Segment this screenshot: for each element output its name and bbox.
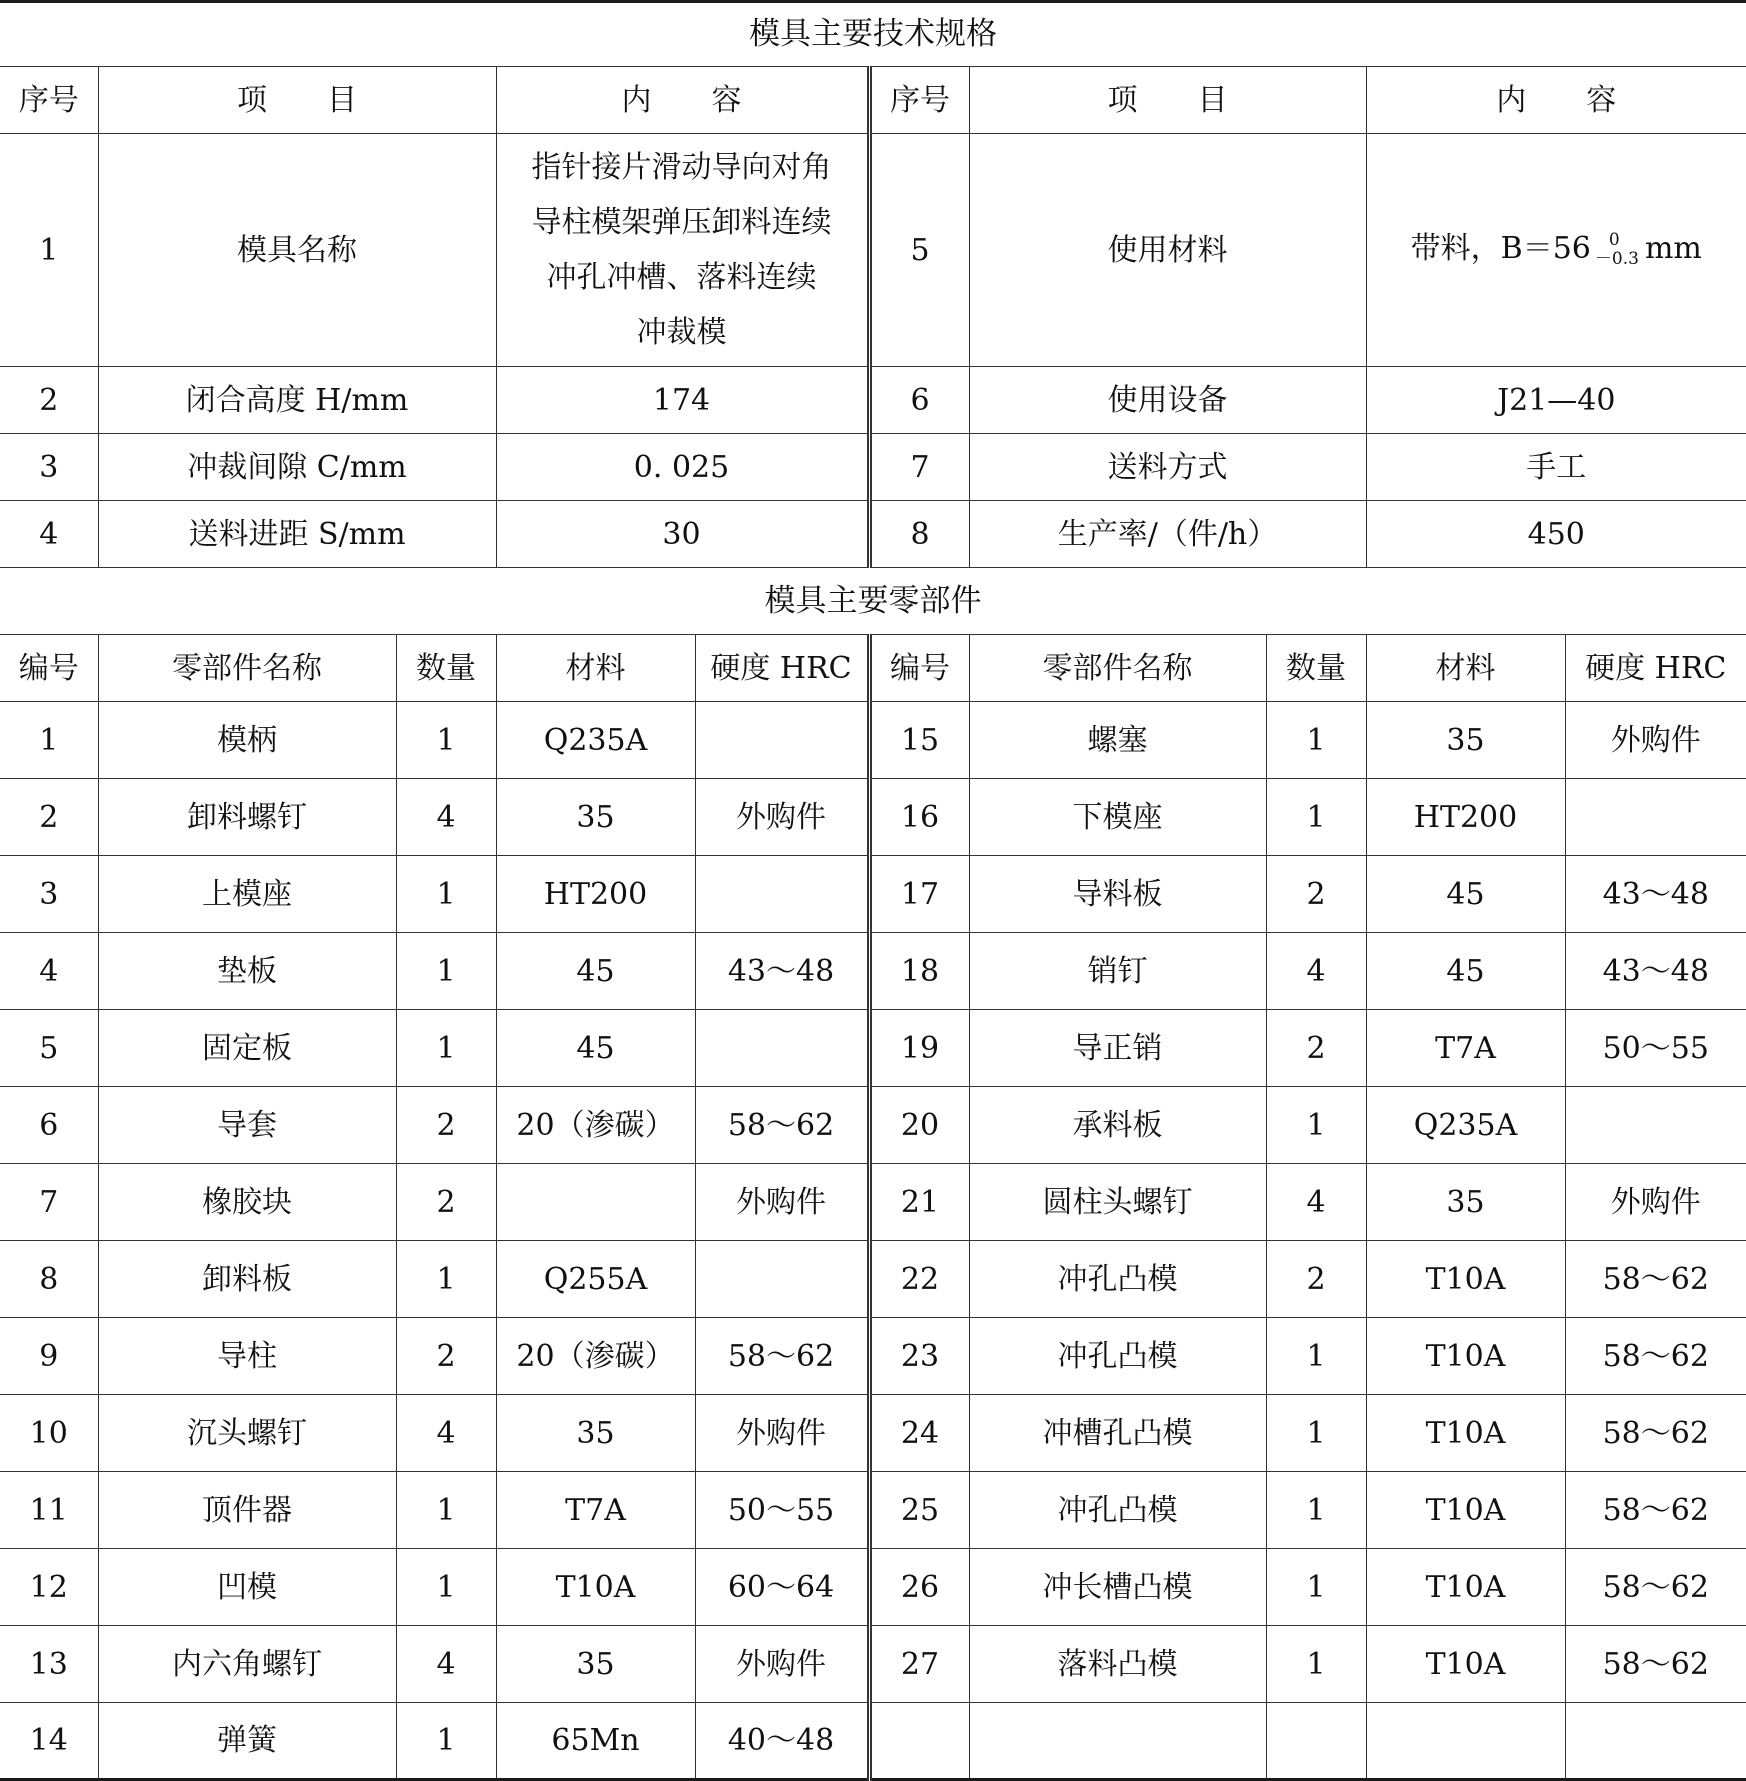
part-name: 冲孔凸模 — [969, 1318, 1266, 1395]
part-name: 凹模 — [98, 1549, 396, 1626]
spec-content: 手工 — [1366, 434, 1746, 501]
part-name: 冲长槽凸模 — [969, 1549, 1266, 1626]
part-qty: 1 — [396, 933, 496, 1010]
spec-row — [0, 434, 1746, 501]
part-name: 内六角螺钉 — [98, 1626, 396, 1703]
part-no: 11 — [0, 1472, 98, 1549]
part-material: T7A — [496, 1472, 695, 1549]
part-material: T7A — [1366, 1010, 1565, 1087]
part-material: HT200 — [1366, 779, 1565, 856]
spec-content: 0. 025 — [496, 434, 869, 501]
part-qty: 1 — [1266, 1549, 1366, 1626]
part-no — [869, 1703, 969, 1780]
part-qty: 1 — [1266, 1318, 1366, 1395]
part-name: 导正销 — [969, 1010, 1266, 1087]
part-hardness — [695, 1010, 869, 1087]
spec-no: 2 — [0, 367, 98, 434]
part-hardness — [1565, 1703, 1746, 1780]
parts-row — [0, 1626, 1746, 1703]
part-name: 固定板 — [98, 1010, 396, 1087]
part-qty: 1 — [396, 1241, 496, 1318]
part-hardness: 58～62 — [695, 1087, 869, 1164]
part-no: 7 — [0, 1164, 98, 1241]
spec-content-line: 指针接片滑动导向对角 — [531, 150, 832, 185]
part-qty: 2 — [1266, 1241, 1366, 1318]
part-no: 9 — [0, 1318, 98, 1395]
spec-item: 送料进距 S/mm — [98, 501, 496, 568]
parts-row — [0, 1703, 1746, 1780]
table-body — [0, 2, 1746, 1780]
parts-row — [0, 1241, 1746, 1318]
part-name: 垫板 — [98, 933, 396, 1010]
part-no: 4 — [0, 933, 98, 1010]
spec-no: 7 — [869, 434, 969, 501]
part-no: 10 — [0, 1395, 98, 1472]
spec-row — [0, 501, 1746, 568]
part-no: 13 — [0, 1626, 98, 1703]
parts-row — [0, 1087, 1746, 1164]
part-material: 45 — [1366, 856, 1565, 933]
parts-header-cell: 材料 — [1366, 635, 1565, 702]
parts-row — [0, 1549, 1746, 1626]
spec-header-cell: 内 容 — [1366, 67, 1746, 134]
spec-item: 冲裁间隙 C/mm — [98, 434, 496, 501]
parts-header-cell: 编号 — [0, 635, 98, 702]
parts-header-cell: 材料 — [496, 635, 695, 702]
part-name: 冲孔凸模 — [969, 1472, 1266, 1549]
part-no: 8 — [0, 1241, 98, 1318]
part-no: 5 — [0, 1010, 98, 1087]
parts-row — [0, 1472, 1746, 1549]
part-hardness: 外购件 — [1565, 702, 1746, 779]
section-title-row — [0, 2, 1746, 67]
part-hardness — [695, 856, 869, 933]
part-hardness: 外购件 — [695, 1626, 869, 1703]
part-name: 销钉 — [969, 933, 1266, 1010]
part-name: 橡胶块 — [98, 1164, 396, 1241]
spec-item: 闭合高度 H/mm — [98, 367, 496, 434]
parts-header-row — [0, 635, 1746, 702]
part-qty: 1 — [1266, 1087, 1366, 1164]
part-name — [969, 1703, 1266, 1780]
spec-row — [0, 367, 1746, 434]
part-name: 沉头螺钉 — [98, 1395, 396, 1472]
parts-header-cell: 硬度 HRC — [1565, 635, 1746, 702]
parts-header-cell: 零部件名称 — [98, 635, 396, 702]
part-material: Q235A — [496, 702, 695, 779]
part-qty: 1 — [396, 1703, 496, 1780]
part-material: 35 — [496, 1395, 695, 1472]
spec-content-line: 冲裁模 — [636, 315, 727, 350]
material-width-text: 带料，B＝56 — [1410, 231, 1591, 266]
parts-header-cell: 数量 — [396, 635, 496, 702]
spec-header-cell: 项 目 — [98, 67, 496, 134]
section-title-row — [0, 568, 1746, 635]
spec-no: 1 — [0, 134, 98, 367]
part-name: 导柱 — [98, 1318, 396, 1395]
part-no: 25 — [869, 1472, 969, 1549]
part-material: T10A — [1366, 1626, 1565, 1703]
part-name: 顶件器 — [98, 1472, 396, 1549]
part-no: 18 — [869, 933, 969, 1010]
tolerance-lower: －0.3 — [1594, 249, 1639, 269]
part-hardness: 58～62 — [1565, 1549, 1746, 1626]
part-material — [496, 1164, 695, 1241]
part-no: 2 — [0, 779, 98, 856]
part-hardness — [695, 702, 869, 779]
part-hardness: 50～55 — [695, 1472, 869, 1549]
part-hardness: 43～48 — [1565, 856, 1746, 933]
spec-header-cell: 项 目 — [969, 67, 1366, 134]
part-name: 冲槽孔凸模 — [969, 1395, 1266, 1472]
spec-no: 6 — [869, 367, 969, 434]
part-no: 14 — [0, 1703, 98, 1780]
spec-item: 送料方式 — [969, 434, 1366, 501]
part-material: 45 — [496, 933, 695, 1010]
parts-header-cell: 编号 — [869, 635, 969, 702]
part-hardness: 外购件 — [695, 1164, 869, 1241]
part-material: T10A — [496, 1549, 695, 1626]
part-hardness: 外购件 — [695, 1395, 869, 1472]
spec-header-cell: 序号 — [0, 67, 98, 134]
spec-header-row — [0, 67, 1746, 134]
spec-item: 生产率/（件/h） — [969, 501, 1366, 568]
parts-row — [0, 1010, 1746, 1087]
part-no: 6 — [0, 1087, 98, 1164]
part-hardness: 58～62 — [1565, 1472, 1746, 1549]
spec-no: 5 — [869, 134, 969, 367]
part-hardness — [695, 1241, 869, 1318]
tolerance-upper: 0 — [1608, 230, 1620, 250]
spec-content-line: 导柱模架弹压卸料连续 — [531, 205, 832, 240]
part-hardness: 40～48 — [695, 1703, 869, 1780]
part-name: 冲孔凸模 — [969, 1241, 1266, 1318]
part-name: 圆柱头螺钉 — [969, 1164, 1266, 1241]
part-name: 卸料螺钉 — [98, 779, 396, 856]
part-no: 16 — [869, 779, 969, 856]
part-material: T10A — [1366, 1318, 1565, 1395]
part-no: 20 — [869, 1087, 969, 1164]
part-material: 20（渗碳） — [496, 1318, 695, 1395]
part-material: 20（渗碳） — [496, 1087, 695, 1164]
spec-no: 8 — [869, 501, 969, 568]
part-hardness — [1565, 779, 1746, 856]
part-hardness: 58～62 — [1565, 1318, 1746, 1395]
part-qty: 2 — [396, 1318, 496, 1395]
part-qty: 4 — [396, 779, 496, 856]
part-no: 24 — [869, 1395, 969, 1472]
part-no: 1 — [0, 702, 98, 779]
spec-content: 174 — [496, 367, 869, 434]
part-no: 27 — [869, 1626, 969, 1703]
part-qty: 4 — [1266, 1164, 1366, 1241]
spec-row — [0, 134, 1746, 367]
part-no: 23 — [869, 1318, 969, 1395]
part-material: Q255A — [496, 1241, 695, 1318]
part-qty: 1 — [396, 702, 496, 779]
parts-header-cell: 零部件名称 — [969, 635, 1266, 702]
part-hardness: 60～64 — [695, 1549, 869, 1626]
part-material: T10A — [1366, 1241, 1565, 1318]
part-material: 65Mn — [496, 1703, 695, 1780]
part-qty: 1 — [396, 1472, 496, 1549]
part-qty: 4 — [396, 1626, 496, 1703]
spec-header-cell: 序号 — [869, 67, 969, 134]
parts-row — [0, 933, 1746, 1010]
part-name: 承料板 — [969, 1087, 1266, 1164]
part-material: T10A — [1366, 1549, 1565, 1626]
spec-content — [496, 134, 869, 367]
part-name: 落料凸模 — [969, 1626, 1266, 1703]
unit: mm — [1644, 231, 1702, 266]
spec-content: J21—40 — [1366, 367, 1746, 434]
spec-header-cell: 内 容 — [496, 67, 869, 134]
spec-content — [1366, 134, 1746, 367]
part-material: 35 — [496, 779, 695, 856]
part-material: HT200 — [496, 856, 695, 933]
part-name: 螺塞 — [969, 702, 1266, 779]
part-qty: 1 — [1266, 1395, 1366, 1472]
part-name: 导料板 — [969, 856, 1266, 933]
part-no: 17 — [869, 856, 969, 933]
part-no: 26 — [869, 1549, 969, 1626]
part-hardness: 外购件 — [695, 779, 869, 856]
spec-no: 4 — [0, 501, 98, 568]
part-qty: 1 — [1266, 1472, 1366, 1549]
part-qty: 2 — [396, 1087, 496, 1164]
part-hardness: 43～48 — [1565, 933, 1746, 1010]
part-name: 下模座 — [969, 779, 1266, 856]
part-qty: 1 — [1266, 702, 1366, 779]
part-hardness: 43～48 — [695, 933, 869, 1010]
spec-item: 使用设备 — [969, 367, 1366, 434]
part-name: 模柄 — [98, 702, 396, 779]
part-no: 21 — [869, 1164, 969, 1241]
spec-content: 30 — [496, 501, 869, 568]
part-no: 3 — [0, 856, 98, 933]
part-material: 45 — [496, 1010, 695, 1087]
part-qty: 1 — [1266, 1626, 1366, 1703]
part-qty: 4 — [396, 1395, 496, 1472]
part-material: 35 — [496, 1626, 695, 1703]
part-material: 35 — [1366, 702, 1565, 779]
part-hardness: 50～55 — [1565, 1010, 1746, 1087]
part-material — [1366, 1703, 1565, 1780]
part-name: 卸料板 — [98, 1241, 396, 1318]
part-name: 弹簧 — [98, 1703, 396, 1780]
parts-row — [0, 702, 1746, 779]
spec-item: 模具名称 — [98, 134, 496, 367]
parts-row — [0, 779, 1746, 856]
part-hardness: 58～62 — [695, 1318, 869, 1395]
part-material: T10A — [1366, 1395, 1565, 1472]
part-no: 12 — [0, 1549, 98, 1626]
part-hardness — [1565, 1087, 1746, 1164]
spec-section-title: 模具主要技术规格 — [0, 2, 1746, 67]
part-qty: 2 — [1266, 856, 1366, 933]
part-hardness: 外购件 — [1565, 1164, 1746, 1241]
part-qty — [1266, 1703, 1366, 1780]
part-qty: 2 — [396, 1164, 496, 1241]
part-qty: 1 — [396, 1549, 496, 1626]
parts-header-cell: 硬度 HRC — [695, 635, 869, 702]
part-hardness: 58～62 — [1565, 1241, 1746, 1318]
spec-no: 3 — [0, 434, 98, 501]
part-no: 15 — [869, 702, 969, 779]
parts-row — [0, 1395, 1746, 1472]
part-hardness: 58～62 — [1565, 1626, 1746, 1703]
part-qty: 2 — [1266, 1010, 1366, 1087]
part-material: 45 — [1366, 933, 1565, 1010]
parts-section-title: 模具主要零部件 — [0, 568, 1746, 635]
parts-row — [0, 1164, 1746, 1241]
part-material: T10A — [1366, 1472, 1565, 1549]
part-qty: 1 — [1266, 779, 1366, 856]
part-qty: 1 — [396, 856, 496, 933]
part-hardness: 58～62 — [1565, 1395, 1746, 1472]
parts-row — [0, 1318, 1746, 1395]
spec-content-line: 冲孔冲槽、落料连续 — [546, 260, 817, 295]
part-no: 19 — [869, 1010, 969, 1087]
tolerance — [1595, 231, 1639, 269]
part-name: 导套 — [98, 1087, 396, 1164]
part-no: 22 — [869, 1241, 969, 1318]
parts-header-cell: 数量 — [1266, 635, 1366, 702]
spec-content: 450 — [1366, 501, 1746, 568]
parts-row — [0, 856, 1746, 933]
part-qty: 4 — [1266, 933, 1366, 1010]
part-material: Q235A — [1366, 1087, 1565, 1164]
part-material: 35 — [1366, 1164, 1565, 1241]
spec-content-text — [532, 140, 832, 360]
part-name: 上模座 — [98, 856, 396, 933]
spec-item: 使用材料 — [969, 134, 1366, 367]
part-qty: 1 — [396, 1010, 496, 1087]
